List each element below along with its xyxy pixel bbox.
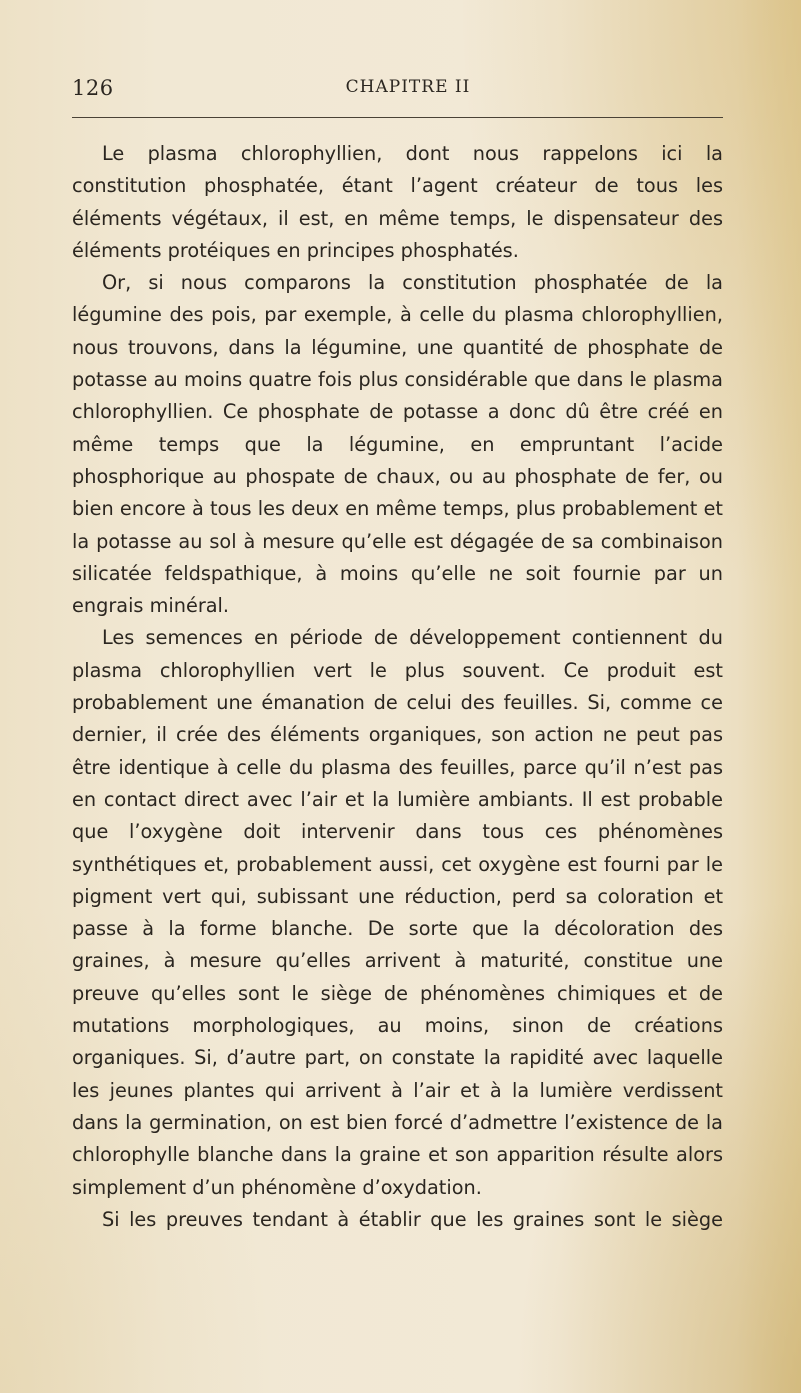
paragraph: Les semences en période de développement contiennent du plasma chlorophyllien vert le plus souvent. Ce produit est probablement une émanation de celui des feuilles. Si, comme ce dernier, il crée des éléments organiques, son action ne peut pas être identique à celle du plasma des feuilles, parce qu’il n’est pas en contact direct avec l’air et la lumière ambiants. Il est probable que l’oxygène doit intervenir dans tous ces phénomènes synthétiques et, probablement aussi, cet oxygène est fourni par le pigment vert qui, subissant une réduction, perd sa coloration et passe à la forme blanche. De sorte que la décoloration des graines, à mesure qu’elles arrivent à maturité, constitue une preuve qu’elles sont le siège de phénomènes chimiques et de mutations morphologiques, au moins, sinon de créations organiques. Si, d’autre part, on constate la rapidité avec laquelle les jeunes plantes qui arrivent à l’air et à la lumière verdissent dans la germination, on est bien forcé d’admettre l’existence de la chlorophylle blanche dans la graine et son apparition résulte alors simplement d’un phénomène d’oxydation. [72,626,723,1199]
header-rule [72,117,723,118]
running-head: CHAPITRE II [345,77,471,97]
page-number: 126 [72,76,114,100]
paragraph: Si les preuves tendant à établir que les graines sont le siège [102,1207,723,1231]
paragraph: Or, si nous comparons la constitution phosphatée de la légumine des pois, par exemple, à celle du plasma chlorophyllien, nous trouvons, dans la légumine, une quantité de phosphate de potasse au moins quatre fois plus considérable que dans le plasma chlorophyllien. Ce phosphate de potasse a donc dû être créé en même temps que la légumine, en empruntant l’acide phosphorique au phospate de chaux, ou au phosphate de fer, ou bien encore à tous les deux en même temps, plus probablement et la potasse au sol à mesure qu’elle est dégagée de sa combinaison silicatée feldspathique, à moins qu’elle ne soit fournie par un engrais minéral. [72,271,723,618]
paragraph: Le plasma chlorophyllien, dont nous rappelons ici la constitution phosphatée, étant l’agent créateur de tous les éléments végétaux, il est, en même temps, le dispensateur des éléments protéiques en principes phosphatés. [72,142,723,262]
body-text [72,138,723,1236]
page-header [72,76,722,104]
